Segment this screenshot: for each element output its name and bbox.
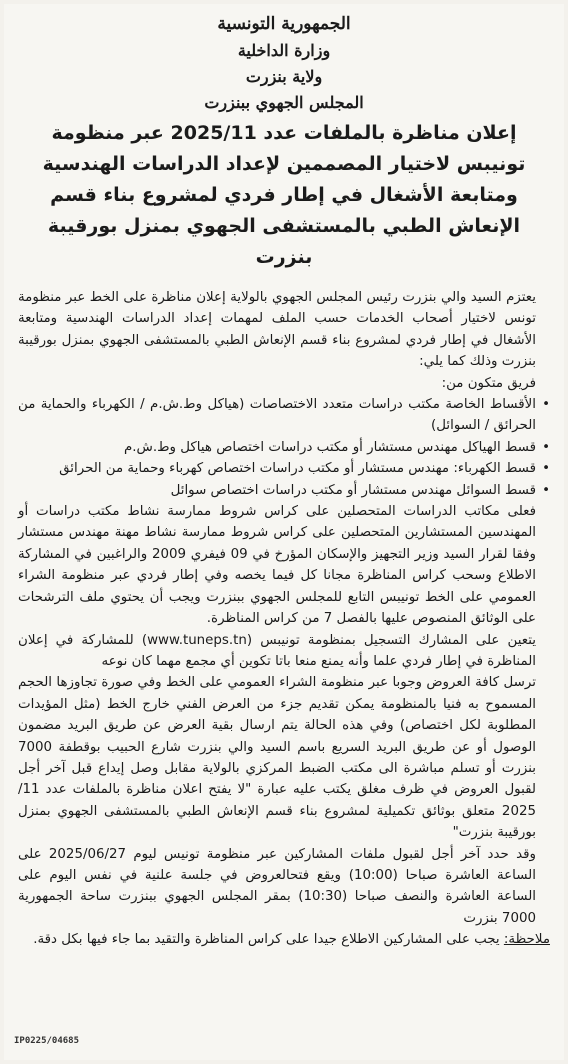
reference-code: IP0225/04685 [14,1036,80,1046]
note-text: يجب على المشاركين الاطلاع جيدا على كراس المناظرة والتقيد بما جاء فيها بكل دقة. [33,932,500,948]
team-item-electricity: • قسط الكهرباء: مهندس مستشار أو مكتب دراسات اختصاص كهرباء وحماية من الحرائق [18,458,550,479]
deadline-paragraph: وقد حدد آخر أجل لقبول ملفات المشاركين عبر منظومة تونيس ليوم 2025/06/27 على الساعة العاشرة صباحا (10:00) ويقع فتحالعروض في جلسة علنية في نفس اليوم على الساعة العاشرة والنصف صباحا (10:30) بمقر المجلس الجهوي ببنزرت ساحة الجمهورية 7000 بنزرت [18,846,536,926]
header-governorate: ولاية بنزرت [245,67,323,86]
submission-paragraph: ترسل كافة العروض وجوبا عبر منظومة الشراء العمومي على الخط وفي صورة تجاوزها الحجم المسموح به فنيا بالمنظومة يمكن تقديم جزء من العرض الفني خارج الخط (مثل المؤيدات المطلوبة لكل اختصاص) وفي هذه الحالة يتم ارسال بقية العرض عن طريق البريد مضمون الوصول أو عن طريق البريد السريع باسم السيد والي بنزرت شارع الحبيب بوقطفة 7000 بنزرت أو تسلم مباشرة الى مكتب الضبط المركزي بالولاية مقابل وصل إيداع قبل آخر أجل لقبول العروض في ظرف مغلق يكتب عليه عبارة "لا يفتح اعلان مناظرة بالملفات عدد 11/ 2025 متعلق بوثائق تكميلية لمشروع بناء قسم الإنعاش الطبي بالمستشفى الجهوي بمنزل بورقيبة بنزرت" [18,675,536,841]
announcement-sheet [4,4,564,1060]
announcement-title: إعلان مناظرة بالملفات عدد 2025/11 عبر منظومة تونيبس لاختيار المصممين لإعداد الدراسات الهندسية ومتابعة الأشغال في إطار فردي لمشروع بناء قسم الإنعاش الطبي بالمستشفى الجهوي بمنزل بورقيبة بنزرت [42,122,526,268]
header-council: المجلس الجهوي ببنزرت [204,93,364,112]
team-list [18,394,550,501]
intro-paragraph: يعتزم السيد والي بنزرت رئيس المجلس الجهوي بالولاية إعلان مناظرة على الخط عبر منظومة تونس لاختيار أصحاب الخدمات حسب الملف لمهمات إعداد الدراسات الهندسية ومتابعة الأشغال في إطار فردي لمشروع بناء قسم الإنعاش الطبي بالمستشفى الجهوي بمنزل بورقيبة بنزرت وذلك كما يلي: [18,290,536,370]
header-ministry: وزارة الداخلية [237,41,331,60]
announcement-body [18,287,550,951]
eligibility-paragraph: فعلى مكاتب الدراسات المتحصلين على كراس شروط ممارسة نشاط مكتب دراسات أو المهندسين المستشارين المتحصلين على كراس شروط ممارسة نشاط مهنة مهندس مستشار وفقا لقرار السيد وزير التجهيز والإسكان المؤرخ في 09 فيفري 2009 والراغبين في المشاركة الاطلاع وسحب كراس المناظرة مجانا كل فيما يخصه وفي إطار فردي عبر منظومة الشراء العمومي على الخط تونيبس التابع للمجلس الجهوي ببنزرت ويجب أن يحتوي ملف الترشحات على الوثائق المنصوص عليها بالفصل 7 من كراس المناظرة. [18,504,536,627]
registration-paragraph: يتعين على المشارك التسجيل بمنظومة تونيبس (www.tuneps.tn) للمشاركة في إعلان المناظرة في إطار فردي علما وأنه يمنع منعا باتا تكوين أي مجمع مهما كان نوعه [18,632,537,669]
team-item-structures: • قسط الهياكل مهندس مستشار أو مكتب دراسات اختصاص هياكل وط.ش.م [18,437,550,458]
team-item-fluids: • قسط السوائل مهندس مستشار أو مكتب دراسات اختصاص سوائل [18,480,550,501]
note-label: ملاحظة: [503,932,550,948]
note-paragraph [18,929,550,950]
team-label: فريق متكون من: [441,375,536,391]
team-item-multidisciplinary: • الأقساط الخاصة مكتب دراسات متعدد الاختصاصات (هياكل وط.ش.م / الكهرباء والحماية من الحرائق / السوائل) [18,394,550,437]
header-block [18,10,550,116]
header-republic: الجمهورية التونسية [217,14,351,34]
